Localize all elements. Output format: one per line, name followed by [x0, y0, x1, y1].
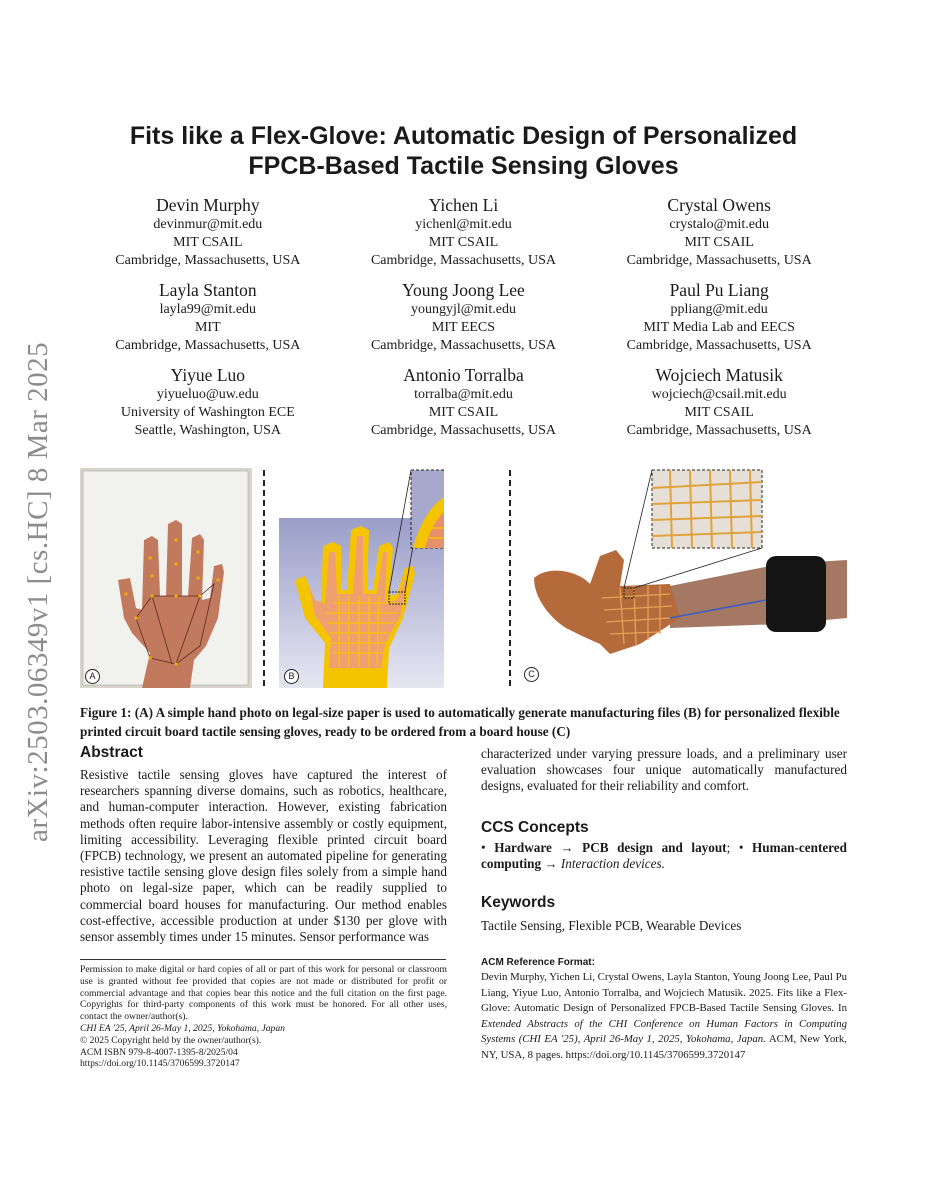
author-block — [336, 194, 592, 270]
author-block — [80, 194, 336, 270]
title-line-2: FPCB-Based Tactile Sensing Gloves — [248, 152, 679, 180]
author-name: Layla Stanton — [158, 280, 257, 300]
ccs-heading: CCS Concepts — [481, 819, 589, 836]
author-affiliation: MIT CSAIL — [173, 235, 243, 250]
author-block — [336, 279, 592, 355]
author-affiliation: MIT CSAIL — [428, 235, 499, 250]
arxiv-id: arXiv:2503.06349v1 [cs.HC] 8 Mar 2025 — [22, 341, 54, 842]
author-location: Cambridge, Massachusetts, USA — [370, 423, 557, 438]
author-email[interactable]: yichenl@mit.edu — [415, 217, 512, 232]
conference-line: CHI EA '25, April 26-May 1, 2025, Yokohama, Japan — [80, 1022, 285, 1034]
abstract-left: Resistive tactile sensing gloves have captured the interest of researchers spanning diverse domains, such as robotics, healthcare, and human-computer interaction. However, existing fabrication methods often require labor-intensive assembly or costly equipment, limiting accessibility. Leveraging flexible printed circuit board (FPCB) technology, we present an automated pipeline for generating resistive tactile sensing glove design files solely from a simple hand photo on legal-size paper, which can be readily supplied to commercial board houses for manufacturing. Our method enables cost-effective, accessible production at under $130 per glove with sensor assembly times under 15 minutes. Sensor performance was — [80, 767, 447, 945]
figure-caption: Figure 1: (A) A simple hand photo on legal-size paper is used to automatically generate manufacturing files (B) for personalized flexible printed circuit board tactile sensing gloves, ready to be ordered from a board house (C) — [80, 705, 840, 739]
panel-label-c: C — [524, 667, 539, 682]
footnote — [80, 964, 447, 1070]
zoom-inset-b — [411, 470, 444, 548]
arxiv-stamp — [8, 322, 68, 842]
author-block — [591, 364, 847, 440]
ccs-hcc: Human-centered computing — [481, 840, 847, 872]
keywords-heading: Keywords — [481, 894, 556, 911]
keywords-text: Tactile Sensing, Flexible PCB, Wearable Devices — [481, 918, 742, 933]
acm-ref-part2: ACM, New York, NY, USA, 8 pages. https://doi.org/10.1145/3706599.3720147 — [481, 1033, 847, 1061]
title-line-1: Fits like a Flex-Glove: Automatic Design of Personalized — [129, 122, 798, 150]
zoom-inset-c — [652, 470, 762, 548]
abstract-right: characterized under varying pressure loads, and a preliminary user evaluation showcases four unique automatically manufactured designs, evaluated for their reliability and comfort. — [481, 746, 847, 794]
author-name: Young Joong Lee — [402, 280, 525, 300]
author-email[interactable]: devinmur@mit.edu — [153, 217, 263, 232]
author-block — [591, 279, 847, 355]
author-location: Cambridge, Massachusetts, USA — [370, 338, 557, 353]
author-list — [80, 194, 847, 440]
figure-panel-c — [520, 468, 847, 688]
author-name: Yichen Li — [428, 195, 499, 215]
panel-label-a: A — [85, 669, 100, 684]
author-location: Cambridge, Massachusetts, USA — [626, 253, 812, 268]
panel-label-b: B — [284, 669, 299, 684]
isbn-line: ACM ISBN 979-8-4007-1395-8/2025/04 — [80, 1046, 238, 1058]
author-affiliation: MIT CSAIL — [428, 405, 499, 420]
author-block — [591, 194, 847, 270]
figure-divider-2 — [509, 470, 511, 686]
author-location: Seattle, Washington, USA — [134, 423, 282, 438]
author-block — [336, 364, 592, 440]
ccs-interaction: Interaction devices. — [560, 856, 665, 872]
acm-ref-part1: Devin Murphy, Yichen Li, Crystal Owens, Layla Stanton, Young Joong Lee, Paul Pu Liang, Yiyue Luo, Antonio Torralba, and Wojciech Matusik. 2025. Fits like a Flex-Glove: Automatic Design of Personalized FPCB-Based Tactile Sensing Gloves. In — [481, 971, 847, 1015]
author-email[interactable]: youngyjl@mit.edu — [410, 302, 517, 317]
ccs-concepts: • Hardware → PCB design and layout; • Human-centered computing → Interaction devices. — [481, 840, 847, 872]
acm-ref-text — [481, 970, 847, 1064]
author-name: Yiyue Luo — [170, 365, 246, 385]
footnote-rule — [80, 959, 446, 960]
doi-link[interactable]: https://doi.org/10.1145/3706599.3720147 — [80, 1058, 240, 1070]
author-location: Cambridge, Massachusetts, USA — [626, 423, 812, 438]
figure-panel-b — [279, 468, 444, 688]
ccs-arrow-2: → — [544, 856, 558, 872]
author-email[interactable]: yiyueluo@uw.edu — [156, 387, 259, 402]
author-name: Antonio Torralba — [403, 365, 524, 385]
author-affiliation: MIT Media Lab and EECS — [643, 320, 795, 335]
acm-ref-venue: Extended Abstracts of the CHI Conference on Human Factors in Computing Systems (CHI EA '25), April 26-May 1, 2025, Yokohama, Japan. — [481, 1017, 847, 1046]
author-email[interactable]: wojciech@csail.mit.edu — [651, 387, 787, 402]
author-location: Cambridge, Massachusetts, USA — [626, 338, 812, 353]
ccs-sep: ; — [726, 840, 731, 855]
author-email[interactable]: ppliang@mit.edu — [670, 302, 768, 317]
ccs-arrow: → — [560, 840, 574, 855]
author-affiliation: MIT CSAIL — [684, 405, 754, 420]
author-affiliation: University of Washington ECE — [120, 405, 295, 420]
paper-title — [80, 121, 847, 181]
author-name: Crystal Owens — [667, 195, 771, 215]
ccs-hardware: Hardware — [494, 840, 552, 855]
abstract-heading: Abstract — [80, 744, 143, 761]
author-name: Devin Murphy — [156, 195, 260, 215]
acm-ref-heading: ACM Reference Format: — [481, 957, 595, 968]
author-name: Paul Pu Liang — [669, 280, 769, 300]
author-block — [80, 364, 336, 440]
author-location: Cambridge, Massachusetts, USA — [115, 253, 301, 268]
author-location: Cambridge, Massachusetts, USA — [115, 338, 301, 353]
author-affiliation: MIT EECS — [431, 320, 496, 335]
author-email[interactable]: crystalo@mit.edu — [669, 217, 769, 232]
figure-panel-a — [80, 468, 252, 688]
author-affiliation: MIT — [194, 320, 221, 335]
author-block — [80, 279, 336, 355]
ccs-pcb: PCB design and layout — [582, 840, 727, 855]
copyright-line: © 2025 Copyright held by the owner/author(s). — [80, 1034, 262, 1046]
permission-notice: Permission to make digital or hard copies of all or part of this work for personal or classroom use is granted without fee provided that copies are not made or distributed for profit or commercial advantage and that copies bear this notice and the full citation on the first page. Copyrights for third-party components of this work must be honored. For all other uses, contact the owner/author(s). — [80, 964, 447, 1023]
figure-divider — [263, 470, 265, 686]
author-location: Cambridge, Massachusetts, USA — [370, 253, 557, 268]
author-email[interactable]: torralba@mit.edu — [414, 387, 513, 402]
author-email[interactable]: layla99@mit.edu — [159, 302, 257, 317]
author-name: Wojciech Matusik — [655, 365, 783, 385]
author-affiliation: MIT CSAIL — [684, 235, 754, 250]
